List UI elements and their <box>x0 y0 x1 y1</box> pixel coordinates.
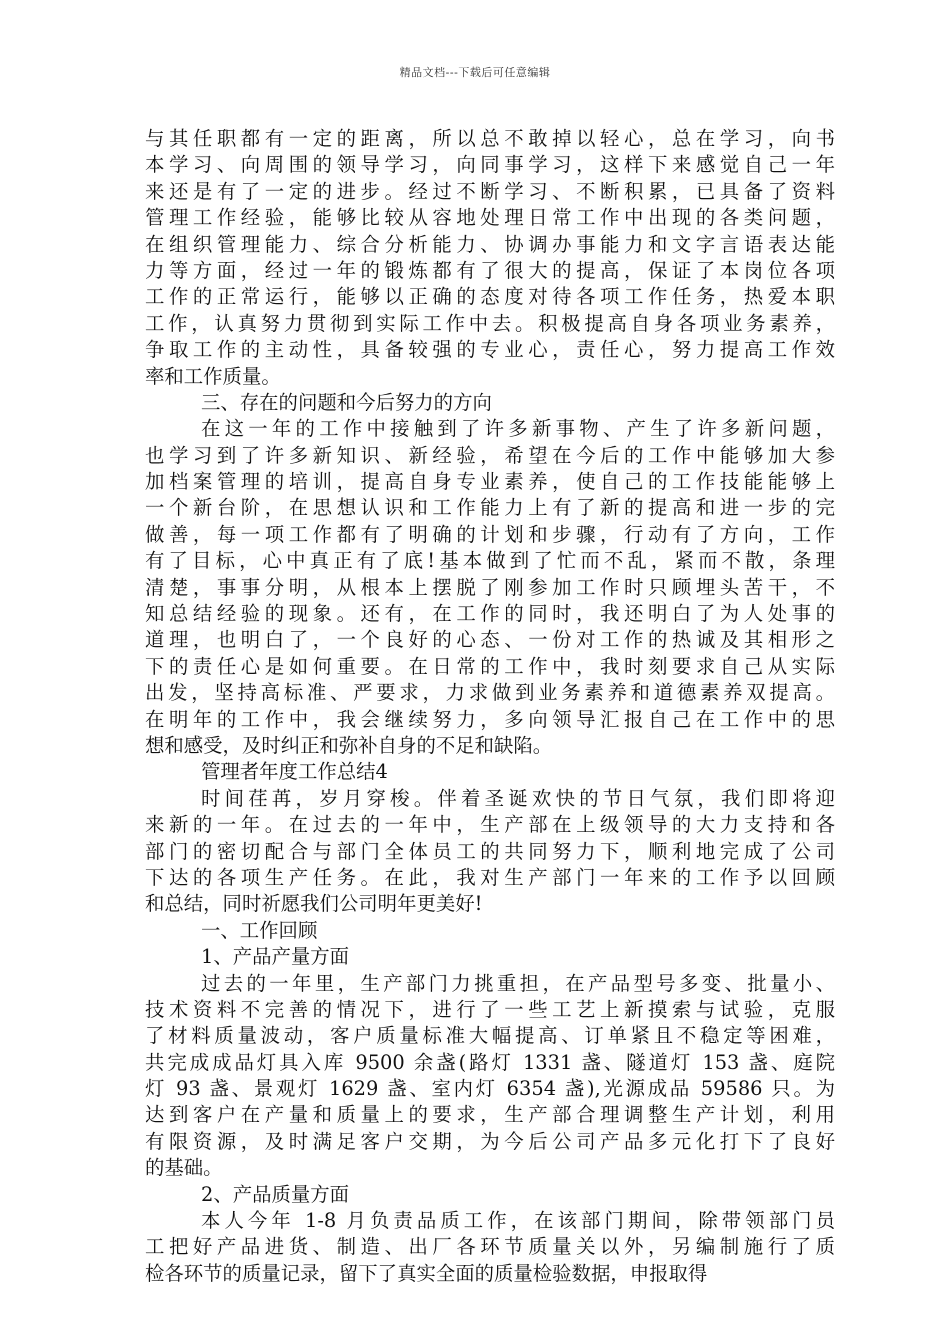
text-line: 知总结经验的现象。还有，在工作的同时，我还明白了为人处事的 <box>145 602 835 626</box>
paragraph <box>145 126 835 390</box>
text-line: 共完成成品灯具入库 9500 余盏(路灯 1331 盏、隧道灯 153 盏、庭院 <box>145 1050 835 1074</box>
text-line: 本学习、向周围的领导学习，向同事学习，这样下来感觉自己一年 <box>145 153 835 177</box>
text-line: 做善，每一项工作都有了明确的计划和步骤，行动有了方向，工作 <box>145 522 835 546</box>
text-line: 灯 93 盏、景观灯 1629 盏、室内灯 6354 盏),光源成品 59586 只。为 <box>145 1077 835 1101</box>
text-line: 技术资料不完善的情况下，进行了一些工艺上新摸索与试验，克服 <box>145 997 835 1021</box>
text-line: 在明年的工作中，我会继续努力，多向领导汇报自己在工作中的思 <box>145 707 835 731</box>
text-line: 出发，坚持高标准、严要求，力求做到业务素养和道德素养双提高。 <box>145 681 835 705</box>
text-line: 来还是有了一定的进步。经过不断学习、不断积累，已具备了资料 <box>145 179 835 203</box>
paragraph <box>145 759 835 785</box>
paragraph <box>145 944 835 970</box>
text-line: 清楚，事事分明，从根本上摆脱了刚参加工作时只顾埋头苦干，不 <box>145 575 835 599</box>
text-line: 管理工作经验，能够比较从容地处理日常工作中出现的各类问题， <box>145 206 835 230</box>
text-line: 一个新台阶，在思想认识和工作能力上有了新的提高和进一步的完 <box>145 496 835 520</box>
text-line: 有了目标，心中真正有了底!基本做到了忙而不乱，紧而不散，条理 <box>145 549 835 573</box>
text-line: 的基础。 <box>145 1156 223 1180</box>
text-line: 有限资源，及时满足客户交期，为今后公司产品多元化打下了良好 <box>145 1129 835 1153</box>
text-line: 与其任职都有一定的距离，所以总不敢掉以轻心，总在学习，向书 <box>145 127 835 150</box>
text-line: 争取工作的主动性，具备较强的专业心，责任心，努力提高工作效 <box>145 338 835 362</box>
text-line: 三、存在的问题和今后努力的方向 <box>201 390 492 414</box>
text-line: 一、工作回顾 <box>201 918 318 942</box>
document-body <box>145 126 835 1287</box>
text-line: 了材料质量波动，客户质量标准大幅提高、订单紧且不稳定等困难， <box>145 1024 835 1048</box>
text-line: 工把好产品进货、制造、出厂各环节质量关以外，另编制施行了质 <box>145 1235 835 1259</box>
text-line: 也学习到了许多新知识、新经验，希望在今后的工作中能够加大参 <box>145 443 835 467</box>
text-line: 在组织管理能力、综合分析能力、协调办事能力和文字言语表达能 <box>145 232 835 256</box>
text-line: 达到客户在产量和质量上的要求，生产部合理调整生产计划，利用 <box>145 1103 835 1127</box>
paragraph <box>145 390 835 416</box>
page-header: 精品文档---下载后可任意编辑 <box>399 66 551 79</box>
text-line: 在这一年的工作中接触到了许多新事物、产生了许多新问题， <box>201 417 835 441</box>
paragraph <box>145 416 835 759</box>
text-line: 来新的一年。在过去的一年中，生产部在上级领导的大力支持和各 <box>145 813 835 837</box>
text-line: 1、产品产量方面 <box>201 945 350 969</box>
text-line: 本人今年 1-8 月负责品质工作，在该部门期间，除带领部门员 <box>201 1209 835 1233</box>
text-line: 时间荏苒，岁月穿梭。伴着圣诞欢快的节日气氛，我们即将迎 <box>201 786 835 810</box>
text-line: 下达的各项生产任务。在此，我对生产部门一年来的工作予以回顾 <box>145 865 835 889</box>
paragraph <box>145 971 835 1182</box>
paragraph <box>145 1208 835 1287</box>
text-line: 道理，也明白了，一个良好的心态、一份对工作的热诚及其相形之 <box>145 628 835 652</box>
text-line: 工作，认真努力贯彻到实际工作中去。积极提高自身各项业务素养， <box>145 311 835 335</box>
text-line: 工作的正常运行，能够以正确的态度对待各项工作任务，热爱本职 <box>145 285 835 309</box>
paragraph <box>145 918 835 944</box>
text-line: 2、产品质量方面 <box>201 1182 350 1206</box>
paragraph <box>145 1182 835 1208</box>
paragraph <box>145 786 835 918</box>
text-line: 过去的一年里，生产部门力挑重担，在产品型号多变、批量小、 <box>201 971 835 995</box>
text-line: 率和工作质量。 <box>145 364 281 388</box>
text-line: 检各环节的质量记录，留下了真实全面的质量检验数据，申报取得 <box>145 1261 708 1285</box>
text-line: 下的责任心是如何重要。在日常的工作中，我时刻要求自己从实际 <box>145 654 835 678</box>
text-line: 和总结，同时祈愿我们公司明年更美好! <box>145 892 483 916</box>
text-line: 管理者年度工作总结4 <box>201 760 388 784</box>
text-line: 部门的密切配合与部门全体员工的共同努力下，顺利地完成了公司 <box>145 839 835 863</box>
text-line: 力等方面，经过一年的锻炼都有了很大的提高，保证了本岗位各项 <box>145 258 835 282</box>
text-line: 想和感受，及时纠正和弥补自身的不足和缺陷。 <box>145 733 553 757</box>
text-line: 加档案管理的培训，提高自身专业素养，使自己的工作技能能够上 <box>145 470 835 494</box>
